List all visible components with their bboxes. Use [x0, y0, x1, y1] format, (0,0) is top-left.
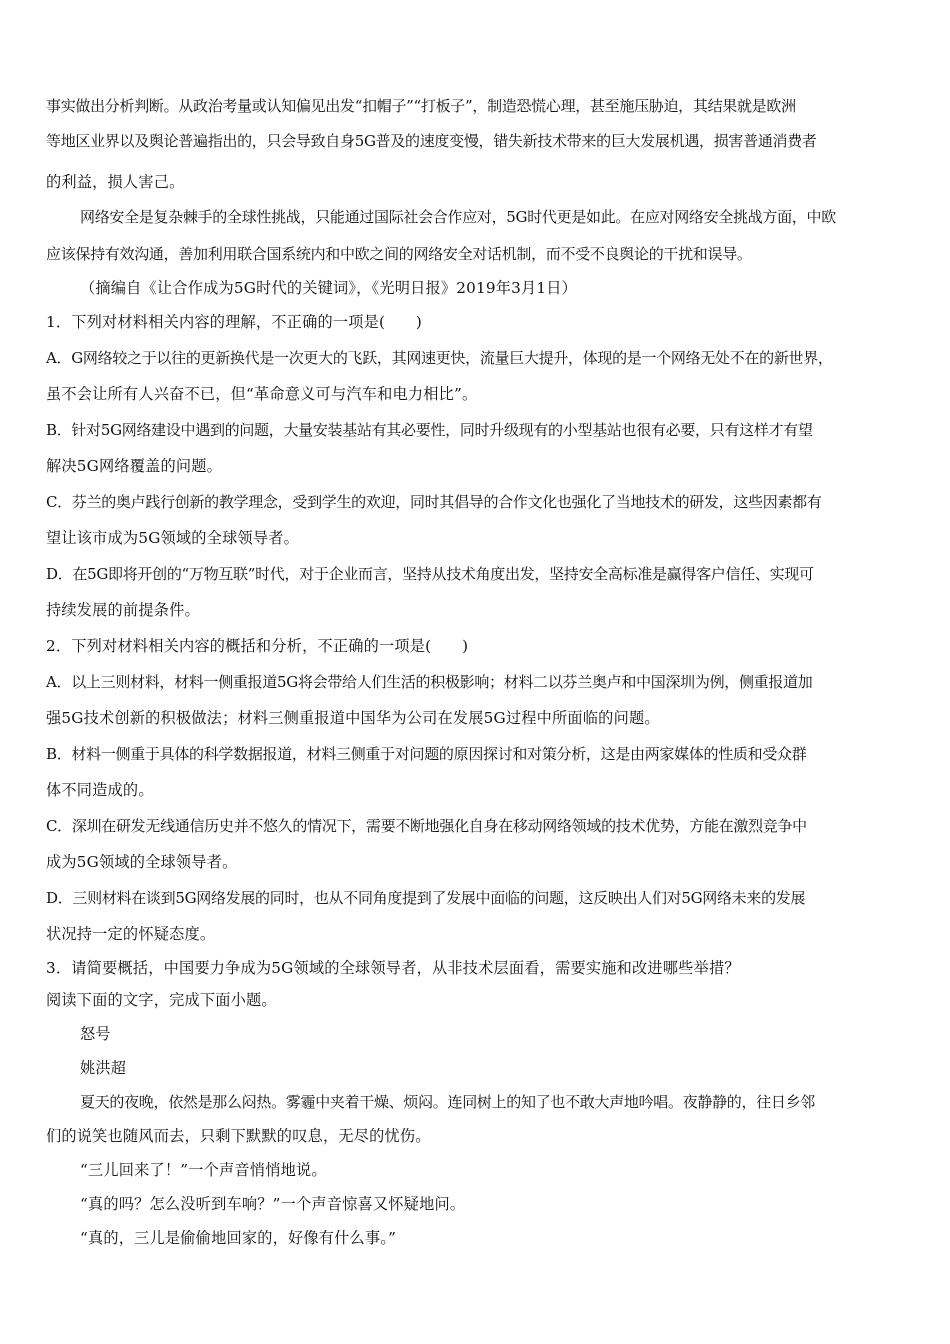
reading-dialogue-1: “三儿回来了！”一个声音悄悄地说。	[80, 1161, 327, 1179]
q1-option-c-line1: C．芬兰的奥卢践行创新的教学理念，受到学生的欢迎，同时其倡导的合作文化也强化了当地技术的研发，这些因素都有	[46, 493, 822, 511]
reading-title: 怒号	[80, 1025, 111, 1043]
reading-dialogue-3: “真的，三儿是偷偷地回家的，好像有什么事。”	[80, 1229, 397, 1247]
q2-option-d-line1: D．三则材料在谈到5G网络发展的同时，也从不同角度提到了发展中面临的问题，这反映出人们对5G网络未来的发展	[46, 889, 806, 907]
q1-option-a-line1: A．G网络较之于以往的更新换代是一次更大的飞跃，其网速更快，流量巨大提升，体现的是一个网络无处不在的新世界，	[46, 349, 833, 367]
q1-option-d-line2: 持续发展的前提条件。	[46, 601, 200, 619]
q1-stem: 1．下列对材料相关内容的理解，不正确的一项是( )	[46, 313, 423, 331]
passage-p1-line2: 等地区业界以及舆论普遍指出的，只会导致自身5G普及的速度变慢，错失新技术带来的巨大发展机遇，损害普通消费者	[46, 132, 817, 150]
q2-option-c-line2: 成为5G领域的全球领导者。	[46, 853, 238, 871]
q2-option-c-line1: C．深圳在研发无线通信历史并不悠久的情况下，需要不断地强化自身在移动网络领域的技术优势，方能在激烈竞争中	[46, 817, 807, 835]
passage-p2-line1: 网络安全是复杂棘手的全球性挑战，只能通过国际社会合作应对，5G时代更是如此。在应对网络安全挑战方面，中欧	[80, 208, 836, 226]
q2-stem: 2．下列对材料相关内容的概括和分析，不正确的一项是( )	[46, 637, 469, 655]
q3-stem: 3．请简要概括，中国要力争成为5G领域的全球领导者，从非技术层面看，需要实施和改进哪些举措？	[46, 959, 740, 977]
reading-p1-line1: 夏天的夜晚，依然是那么闷热。雾霾中夹着干燥、烦闷。连同树上的知了也不敢大声地吟唱。夜静静的，往日乡邻	[80, 1093, 816, 1111]
q2-option-a-line2: 强5G技术创新的积极做法；材料三侧重报道中国华为公司在发展5G过程中所面临的问题。	[46, 709, 660, 727]
reading-dialogue-2: “真的吗？怎么没听到车响？”一个声音惊喜又怀疑地问。	[80, 1195, 466, 1213]
q1-option-c-line2: 望让该市成为5G领域的全球领导者。	[46, 529, 300, 547]
reading-author: 姚洪超	[80, 1059, 127, 1077]
q2-option-b-line2: 体不同造成的。	[46, 781, 154, 799]
q2-option-b-line1: B．材料一侧重于具体的科学数据报道，材料三侧重于对问题的原因探讨和对策分析，这是由两家媒体的性质和受众群	[46, 745, 807, 763]
passage-p2-line2: 应该保持有效沟通，善加利用联合国系统内和中欧之间的网络安全对话机制，而不受不良舆论的干扰和误导。	[46, 245, 752, 263]
q1-option-b-line1: B．针对5G网络建设中遇到的问题，大量安装基站有其必要性，同时升级现有的小型基站也很有必要，只有这样才有望	[46, 421, 813, 439]
passage-p1-line3: 的利益，损人害己。	[46, 173, 185, 191]
q2-option-d-line2: 状况持一定的怀疑态度。	[46, 925, 216, 943]
q1-option-a-line2: 虽不会让所有人兴奋不已，但“革命意义可与汽车和电力相比”。	[46, 385, 478, 403]
q1-option-b-line2: 解决5G网络覆盖的问题。	[46, 457, 223, 475]
reading-p1-line2: 们的说笑也随风而去，只剩下默默的叹息，无尽的忧伤。	[46, 1127, 431, 1145]
passage-p1-line1: 事实做出分析判断。从政治考量或认知偏见出发“扣帽子”“打板子”，制造恐慌心理，甚至施压胁迫，其结果就是欧洲	[46, 97, 796, 115]
q2-option-a-line1: A．以上三则材料，材料一侧重报道5G将会带给人们生活的积极影响；材料二以芬兰奥卢和中国深圳为例，侧重报道加	[46, 673, 813, 691]
reading-instruction: 阅读下面的文字，完成下面小题。	[46, 991, 277, 1009]
passage-source: （摘编自《让合作成为5G时代的关键词》，《光明日报》2019年3月1日）	[80, 279, 578, 297]
q1-option-d-line1: D．在5G即将开创的“万物互联”时代，对于企业而言，坚持从技术角度出发，坚持安全高标准是赢得客户信任、实现可	[46, 565, 814, 583]
